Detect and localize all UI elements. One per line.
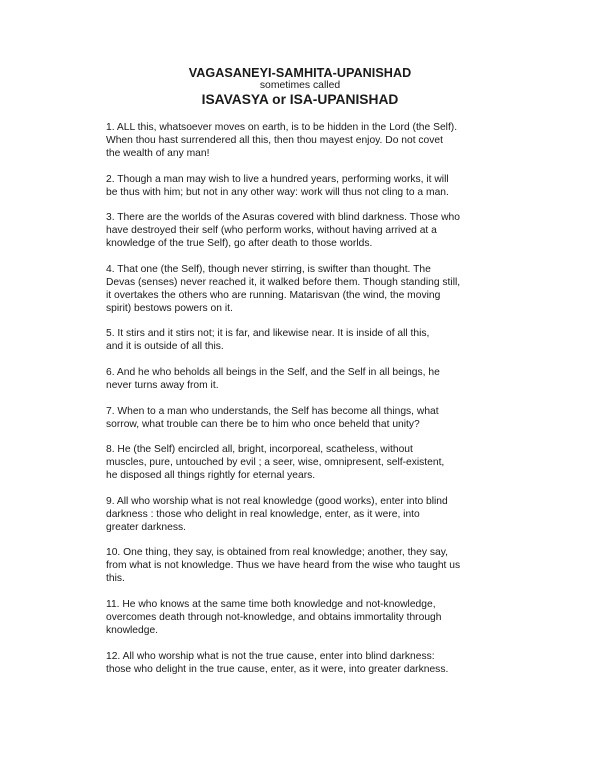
verse-paragraph [106, 443, 506, 482]
verse-line: he disposed all things rightly for eternal years. [106, 470, 316, 482]
verse-line: overcomes death through not-knowledge, and obtains immortality through [106, 611, 442, 623]
verse-paragraph [106, 173, 506, 199]
document-alt-title: ISAVASYA or ISA-UPANISHAD [201, 92, 399, 107]
verse-line: spirit) bestows powers on it. [106, 302, 233, 314]
verse-line: 12. All who worship what is not the true cause, enter into blind darkness: [106, 650, 435, 662]
verse-paragraph [106, 495, 506, 534]
verse-line: knowledge of the true Self), go after death to those worlds. [106, 238, 373, 250]
verse-line: When thou hast surrendered all this, then thou mayest enjoy. Do not covet [106, 135, 443, 146]
verse-paragraph [106, 263, 506, 315]
verse-line: from what is not knowledge. Thus we have heard from the wise who taught us [106, 560, 461, 572]
verse-line: be thus with him; but not in any other way: work will thus not cling to a man. [106, 186, 449, 198]
verse-line: 4. That one (the Self), though never stirring, is swifter than thought. The [106, 263, 431, 275]
verse-line: Devas (senses) never reached it, it walked before them. Though standing still, [106, 276, 461, 288]
document-header [0, 66, 600, 108]
verse-line: it overtakes the others who are running. Matarisvan (the wind, the moving [106, 289, 441, 301]
verse-line: this. [106, 573, 125, 585]
verse-line: and it is outside of all this. [106, 341, 224, 353]
verse-line: 7. When to a man who understands, the Self has become all things, what [106, 405, 439, 417]
document-title: VAGASANEYI-SAMHITA-UPANISHAD [188, 66, 412, 80]
document-subtitle: sometimes called [259, 80, 341, 91]
verse-line: sorrow, what trouble can there be to him who once beheld that unity? [106, 418, 420, 430]
verse-line: 10. One thing, they say, is obtained from real knowledge; another, they say, [106, 547, 448, 559]
verse-paragraph [106, 121, 506, 160]
verse-line: 8. He (the Self) encircled all, bright, incorporeal, scatheless, without [106, 444, 413, 456]
verse-line: 3. There are the worlds of the Asuras covered with blind darkness. Those who [106, 212, 460, 224]
verse-line: 1. ALL this, whatsoever moves on earth, is to be hidden in the Lord (the Self). [106, 122, 458, 133]
verse-line: never turns away from it. [106, 379, 219, 391]
verse-line: muscles, pure, untouched by evil ; a seer, wise, omnipresent, self-existent, [106, 457, 445, 469]
verse-paragraph [106, 327, 506, 353]
verse-paragraph [106, 211, 506, 250]
verse-line: greater darkness. [106, 521, 187, 533]
verse-line: those who delight in the true cause, enter, as it were, into greater darkness. [106, 663, 449, 675]
verse-line: 2. Though a man may wish to live a hundred years, performing works, it will [106, 173, 449, 185]
verse-line: the wealth of any man! [106, 148, 210, 159]
verse-paragraph [106, 650, 506, 676]
verse-line: darkness : those who delight in real knowledge, enter, as it were, into [106, 508, 420, 520]
verse-line: 5. It stirs and it stirs not; it is far, and likewise near. It is inside of all this, [106, 328, 430, 340]
verse-line: 6. And he who beholds all beings in the Self, and the Self in all beings, he [106, 366, 440, 378]
verse-line: 9. All who worship what is not real knowledge (good works), enter into blind [106, 495, 448, 507]
verse-line: 11. He who knows at the same time both knowledge and not-knowledge, [106, 598, 436, 610]
verse-line: knowledge. [106, 624, 159, 636]
verse-paragraph [106, 366, 506, 392]
verse-paragraph [106, 405, 506, 431]
verse-paragraph [106, 598, 506, 637]
verse-paragraph [106, 546, 506, 585]
document-body [106, 121, 506, 688]
verse-line: have destroyed their self (who perform works, without having arrived at a [106, 225, 437, 237]
